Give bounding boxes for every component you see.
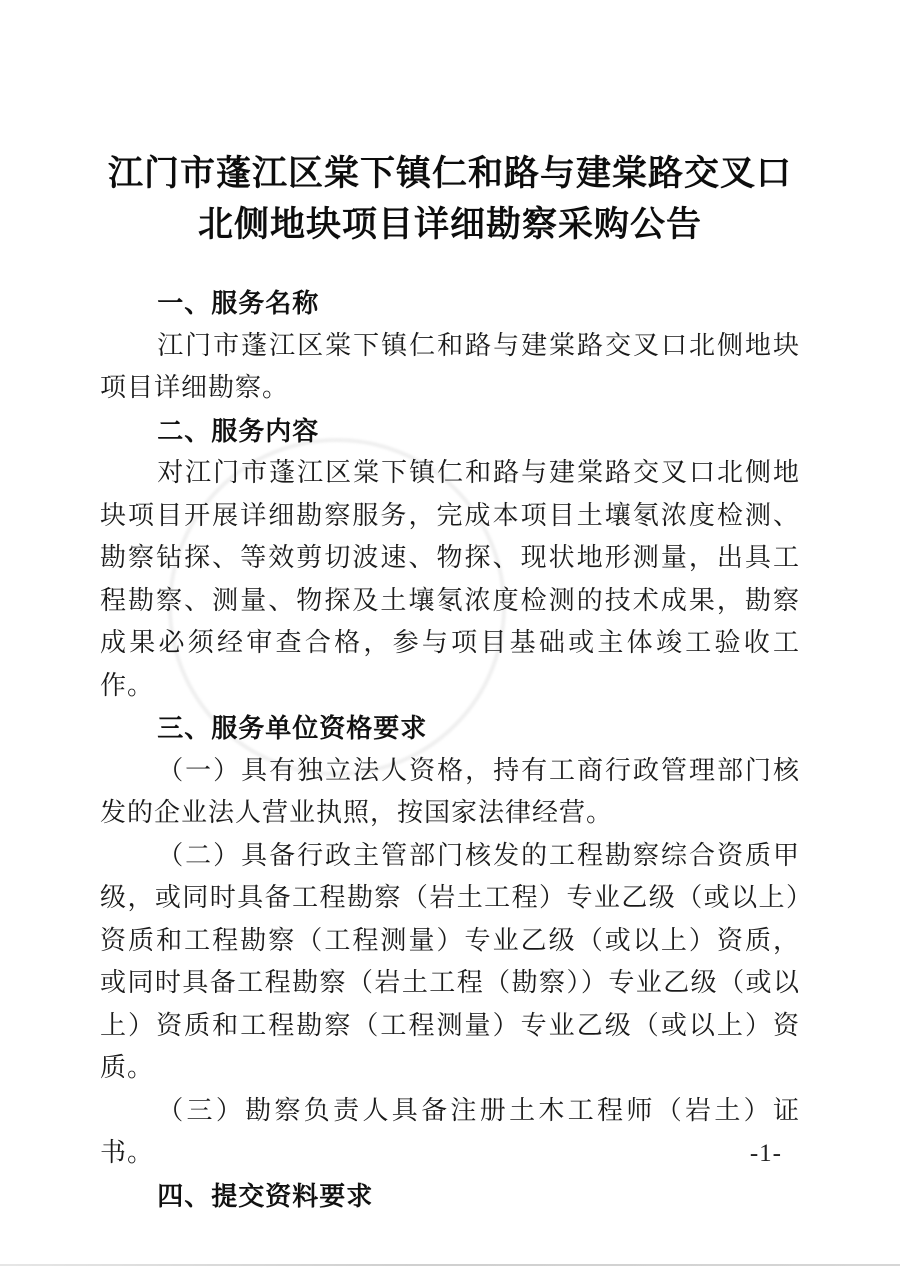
- document-body: [100, 282, 800, 1217]
- section-heading-qualification-requirements: 三、服务单位资格要求: [157, 713, 428, 743]
- document-title-line-2: 北侧地块项目详细勘察采购公告: [197, 205, 702, 244]
- document-title: [0, 148, 900, 250]
- paragraph-qualification-item-2: （二）具备行政主管部门核发的工程勘察综合资质甲级，或同时具备工程勘察（岩土工程）专业乙级（或以上）资质和工程勘察（工程测量）专业乙级（或以上）资质，或同时具备工程勘察（岩土工程（勘察））专业乙级（或以上）资质和工程勘察（工程测量）专业乙级（或以上）资质。: [100, 840, 800, 1082]
- scan-edge-artifact: [0, 1264, 900, 1266]
- paragraph-service-content: 对江门市蓬江区棠下镇仁和路与建棠路交叉口北侧地块项目开展详细勘察服务，完成本项目土壤氡浓度检测、勘察钻探、等效剪切波速、物探、现状地形测量，出具工程勘察、测量、物探及土壤氡浓度检测的技术成果，勘察成果必须经审查合格，参与项目基础或主体竣工验收工作。: [100, 458, 800, 700]
- paragraph-qualification-item-1: （一）具有独立法人资格，持有工商行政管理部门核发的企业法人营业执照，按国家法律经营。: [100, 755, 800, 827]
- section-heading-service-name: 一、服务名称: [157, 288, 320, 318]
- section-heading-submission-requirements: 四、提交资料要求: [157, 1180, 374, 1211]
- document-title-line-1: 江门市蓬江区棠下镇仁和路与建棠路交叉口: [107, 154, 792, 193]
- paragraph-service-name: 江门市蓬江区棠下镇仁和路与建棠路交叉口北侧地块项目详细勘察。: [100, 330, 800, 402]
- section-heading-service-content: 二、服务内容: [157, 415, 320, 446]
- paragraph-qualification-item-3: （三）勘察负责人具备注册土木工程师（岩土）证书。: [100, 1095, 800, 1167]
- page-number: -1-: [749, 1140, 782, 1167]
